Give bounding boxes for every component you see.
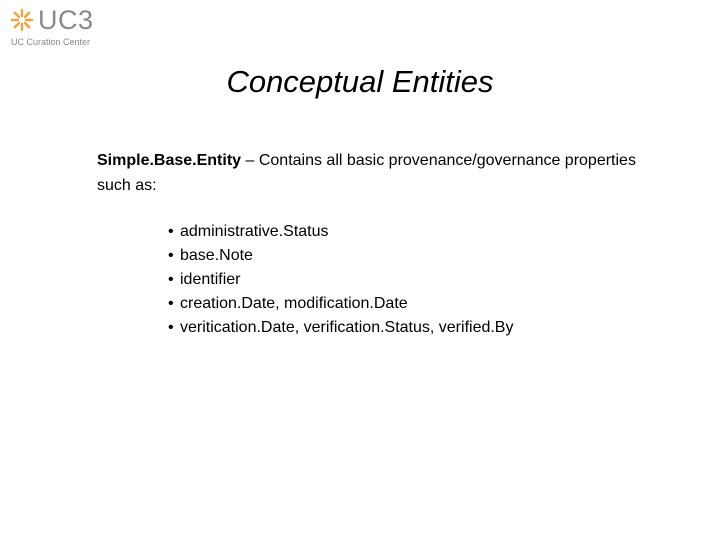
bullet-icon: • <box>168 271 174 288</box>
bullet-icon: • <box>168 295 174 312</box>
list-item <box>168 244 688 268</box>
intro-paragraph <box>97 148 657 198</box>
logo-subtitle: UC Curation Center <box>11 37 91 47</box>
bullet-icon: • <box>168 223 174 240</box>
list-item <box>168 292 688 316</box>
list-item-label: identifier <box>180 271 241 288</box>
logo-wordmark: UC3 <box>38 5 94 35</box>
list-item <box>168 316 688 340</box>
uc3-logo <box>8 4 118 50</box>
intro-term: Simple.Base.Entity <box>97 152 242 169</box>
intro-text: – Contains all basic provenance/governance properties such as: <box>97 152 636 194</box>
asterisk-logo-icon <box>10 8 34 32</box>
list-item <box>168 220 688 244</box>
list-item-label: administrative.Status <box>180 223 329 240</box>
list-item-label: base.Note <box>180 247 253 264</box>
list-item <box>168 268 688 292</box>
slide-title: Conceptual Entities <box>226 64 494 99</box>
bullet-icon: • <box>168 247 174 264</box>
list-item-label: veritication.Date, verification.Status, verified.By <box>180 319 514 336</box>
bullet-icon: • <box>168 319 174 336</box>
list-item-label: creation.Date, modification.Date <box>180 295 408 312</box>
property-list <box>168 220 688 340</box>
